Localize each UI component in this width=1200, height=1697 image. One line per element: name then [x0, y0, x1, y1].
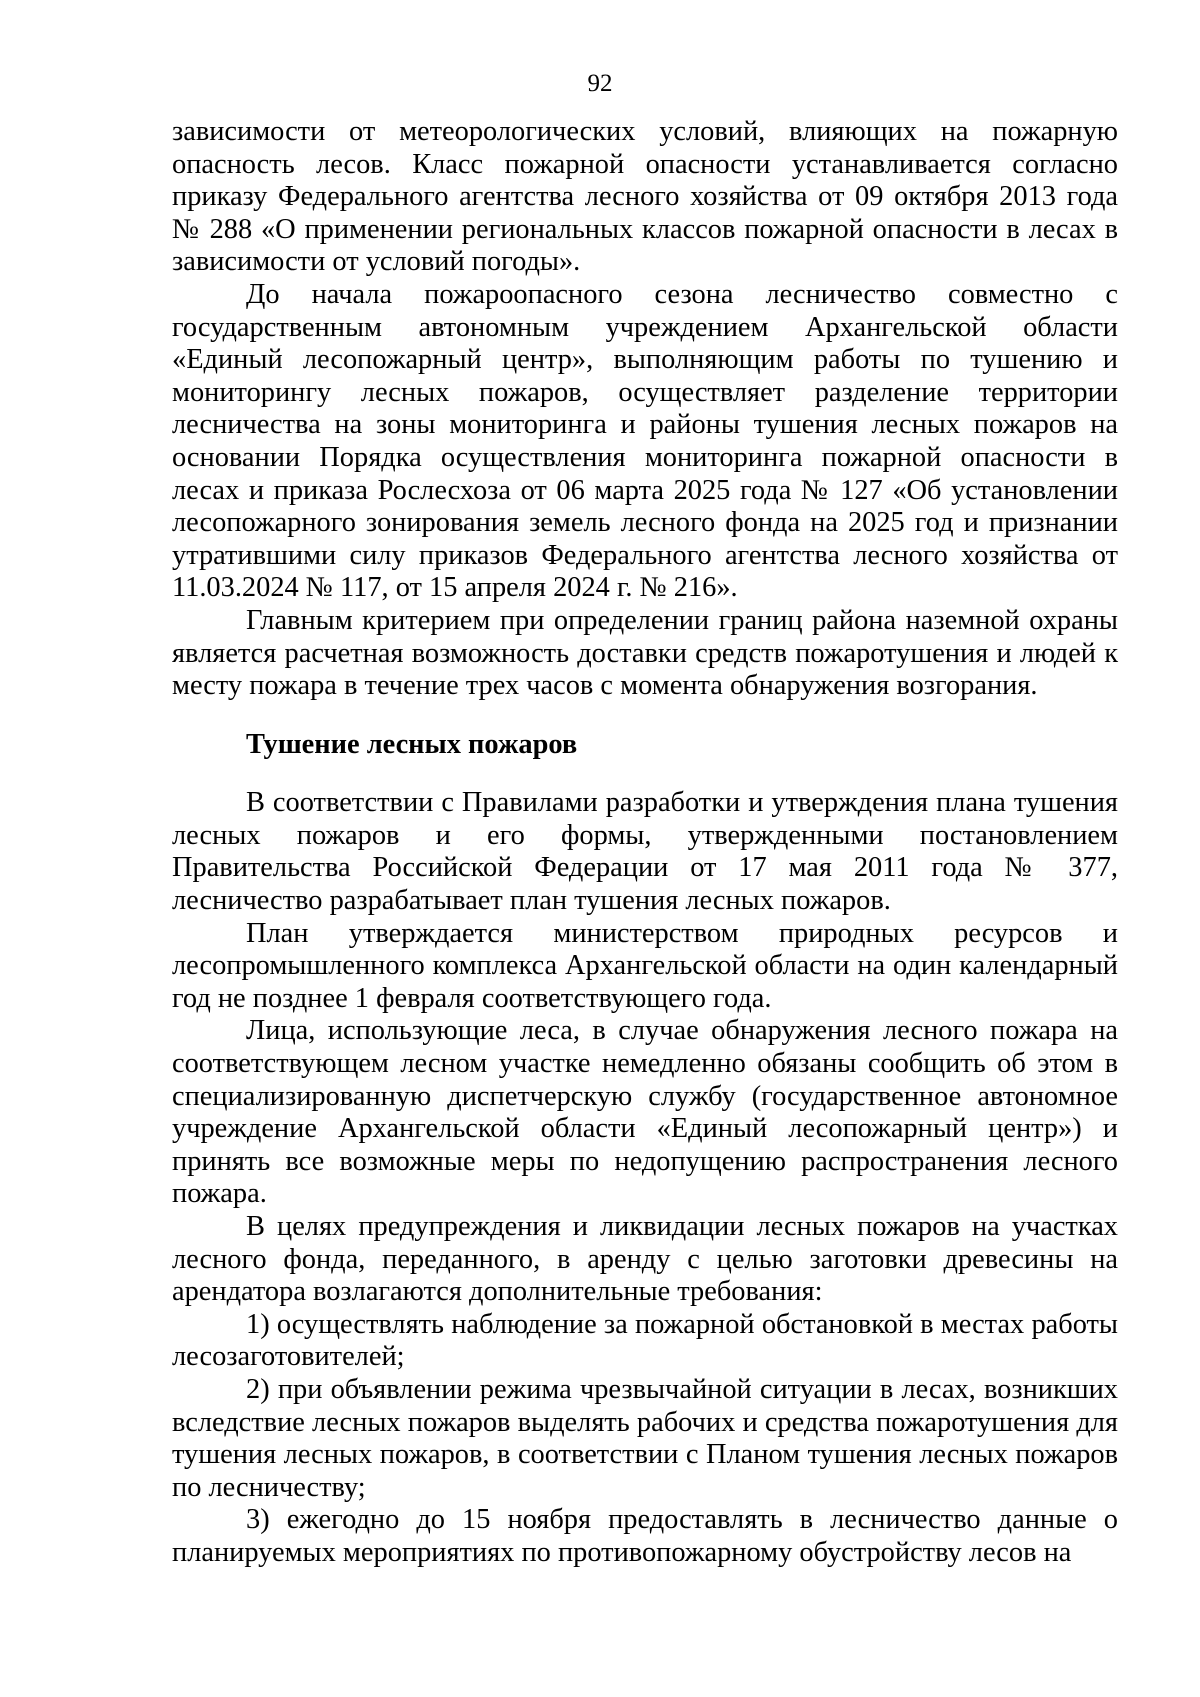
paragraph-plan-approval: План утверждается министерством природных ресурсов и лесопромышленного комплекса Архангельской области на один календарный год не позднее 1 февраля соответствующего года.	[172, 917, 1118, 1014]
paragraph-forest-users-duty: Лица, использующие леса, в случае обнаружения лесного пожара на соответствующем лесном участке немедленно обязаны сообщить об этом в специализированную диспетчерскую службу (государственное автономное учреждение Архангельской области «Единый лесопожарный центр») и принять все возможные меры по недопущению распространения лесного пожара.	[172, 1015, 1118, 1210]
paragraph-continuation: зависимости от метеорологических условий, влияющих на пожарную опасность лесов. Класс пожарной опасности устанавливается согласно приказу Федерального агентства лесного хозяйства от 09 октября 2013 года № 288 «О применении региональных классов пожарной опасности в лесах в зависимости от условий погоды».	[172, 116, 1118, 278]
paragraph-zoning: До начала пожароопасного сезона лесничество совместно с государственным автономным учреждением Архангельской области «Единый лесопожарный центр», выполняющим работы по тушению и мониторингу лесных пожаров, осуществляет разделение территории лесничества на зоны мониторинга и районы тушения лесных пожаров на основании Порядка осуществления мониторинга пожарной опасности в лесах и приказа Рослесхоза от 06 марта 2025 года № 127 «Об установлении лесопожарного зонирования земель лесного фонда на 2025 год и признании утратившими силу приказов Федерального агентства лесного хозяйства от 11.03.2024 № 117, от 15 апреля 2024 г. № 216».	[172, 278, 1118, 604]
paragraph-lessee-requirements: В целях предупреждения и ликвидации лесных пожаров на участках лесного фонда, переданного, в аренду с целью заготовки древесины на арендатора возлагаются дополнительные требования:	[172, 1211, 1118, 1308]
list-item-1: 1) осуществлять наблюдение за пожарной обстановкой в местах работы лесозаготовителей;	[172, 1308, 1118, 1373]
list-item-2: 2) при объявлении режима чрезвычайной ситуации в лесах, возникших вследствие лесных пожаров выделять рабочих и средства пожаротушения для тушения лесных пожаров, в соответствии с Планом тушения лесных пожаров по лесничеству;	[172, 1373, 1118, 1503]
list-item-3: 3) ежегодно до 15 ноября предоставлять в лесничество данные о планируемых мероприятиях по противопожарному обустройству лесов на	[172, 1504, 1118, 1568]
document-body	[172, 116, 1118, 1570]
section-heading: Тушение лесных пожаров	[246, 728, 578, 760]
paragraph-ground-protection-criterion: Главным критерием при определении границ района наземной охраны является расчетная возможность доставки средств пожаротушения и людей к месту пожара в течение трех часов с момента обнаружения возгорания.	[172, 604, 1118, 702]
page-number: 92	[587, 70, 613, 97]
paragraph-fire-plan-rules: В соответствии с Правилами разработки и утверждения плана тушения лесных пожаров и его формы, утвержденными постановлением Правительства Российской Федерации от 17 мая 2011 года № 377, лесничество разрабатывает план тушения лесных пожаров.	[172, 787, 1118, 917]
